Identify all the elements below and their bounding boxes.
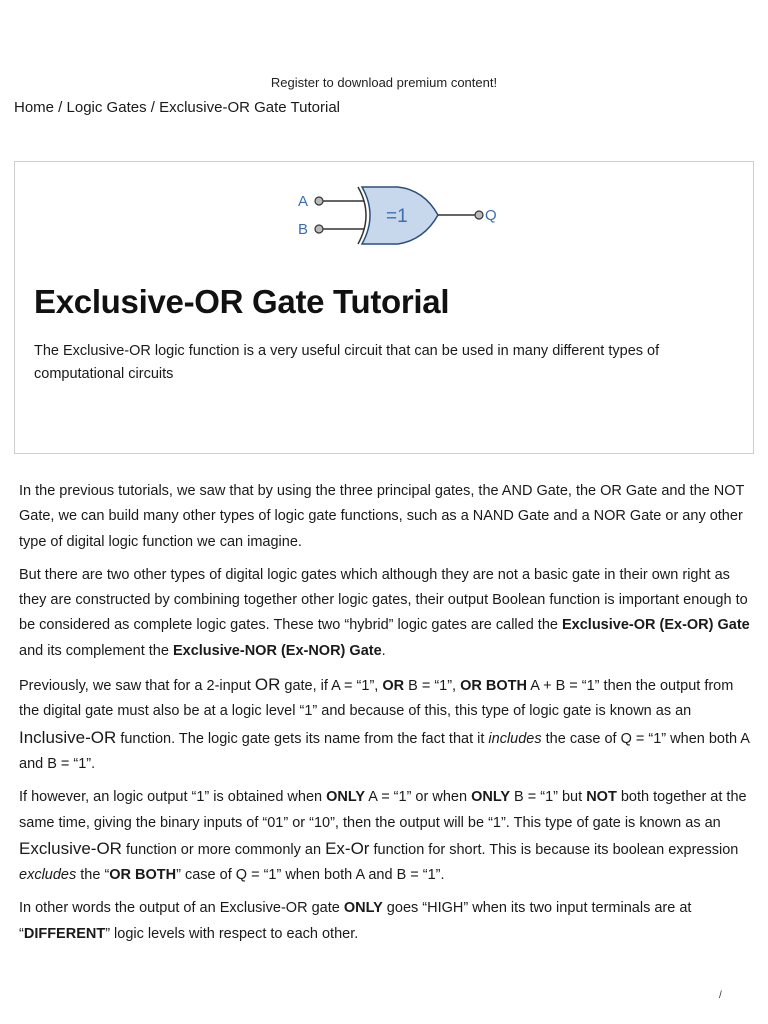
text-span: B = “1”, (404, 678, 461, 695)
text-span: the case of Q = “1” when both A and B = “1”. (19, 730, 750, 772)
page-title: Exclusive-OR Gate Tutorial (34, 283, 450, 320)
text-span: function or more commonly an (121, 841, 326, 858)
output-terminal (475, 211, 483, 219)
text-span: both together at the same time, giving the binary inputs of “01” or “10”, then the output will be “1”. This type of gate is known as an (19, 789, 747, 831)
paragraph-2 (19, 563, 751, 664)
text-span: gate, if A = “1”, (280, 678, 383, 695)
paragraph-3 (19, 672, 751, 777)
italic-term: excludes (19, 867, 77, 884)
breadcrumb-home-link[interactable]: Home (14, 99, 55, 116)
bold-term: NOT (586, 789, 617, 806)
text-span: function. The logic gate gets its name from the fact that it (116, 730, 489, 747)
bold-term: DIFFERENT (23, 925, 106, 942)
paragraph-4 (19, 785, 751, 888)
page-description: The Exclusive-OR logic function is a very useful circuit that can be used in many different types of computational circuits (34, 343, 660, 382)
article-body (19, 479, 751, 955)
breadcrumb-logic-gates-link[interactable]: Logic Gates (66, 99, 147, 116)
text-span: A = “1” or when (365, 789, 472, 806)
xor-gate-icon (280, 182, 497, 250)
bold-term: Exclusive-NOR (Ex-NOR) Gate (172, 642, 382, 659)
corner-mark: / (719, 990, 722, 1001)
breadcrumb-separator: / (54, 99, 67, 116)
input-b-label: B (298, 221, 309, 238)
emphasis-term: OR (254, 675, 281, 695)
italic-term: includes (488, 730, 542, 747)
text-span: . (381, 642, 386, 659)
output-q-label: Q (485, 207, 497, 224)
emphasis-term: Exclusive-OR (19, 838, 122, 858)
emphasis-term: Ex-Or (325, 838, 370, 858)
bold-term: Exclusive-OR (Ex-OR) Gate (561, 617, 750, 634)
text-span: goes “HIGH” when its two input terminals are at “ (19, 900, 692, 942)
text-span: ” case of Q = “1” when both A and B = “1”. (176, 867, 445, 884)
input-b-terminal (315, 225, 323, 233)
input-a-terminal (315, 197, 323, 205)
article-header-card (14, 161, 754, 454)
register-banner[interactable]: Register to download premium content! (270, 75, 498, 90)
breadcrumb (14, 99, 340, 116)
paragraph-5 (19, 896, 751, 947)
breadcrumb-current: Exclusive-OR Gate Tutorial (159, 99, 340, 116)
gate-label: =1 (386, 206, 408, 227)
text-span: Previously, we saw that for a 2-input (19, 678, 255, 695)
xor-input-curve (358, 187, 366, 244)
bold-term: ONLY (343, 900, 383, 917)
bold-term: OR BOTH (460, 678, 527, 695)
text-span: the “ (76, 867, 110, 884)
emphasis-term: Inclusive-OR (19, 727, 117, 747)
text-span: But there are two other types of digital logic gates which although they are not a basic gate in their own right as they are constructed by combining together other logic gates, their output Boolean function is important enough to be considered as complete logic gates. These two “hybrid” logic gates are called the (19, 566, 748, 634)
bold-term: OR (382, 678, 405, 695)
text-span: function for short. This is because its boolean expression (369, 841, 739, 858)
input-a-label: A (298, 193, 309, 210)
bold-term: ONLY (471, 789, 511, 806)
text-span: In other words the output of an Exclusive-OR gate (19, 900, 344, 917)
bold-term: ONLY (326, 789, 366, 806)
text-span: B = “1” but (510, 789, 587, 806)
text-span: A + B = “1” then the output from the digital gate must also be at a logic level “1” and because of this, this type of logic gate is known as an (19, 678, 734, 720)
breadcrumb-separator: / (146, 99, 160, 116)
text-span: ” logic levels with respect to each other. (105, 925, 359, 942)
paragraph-1: In the previous tutorials, we saw that by using the three principal gates, the AND Gate, the OR Gate and the NOT Gate, we can build many other types of logic gate functions, such as a NAND Gate and a NOR Gate or any other type of digital logic function we can imagine. (19, 483, 745, 550)
text-span: and its complement the (19, 642, 173, 659)
bold-term: OR BOTH (109, 867, 177, 884)
text-span: If however, an logic output “1” is obtained when (19, 789, 327, 806)
